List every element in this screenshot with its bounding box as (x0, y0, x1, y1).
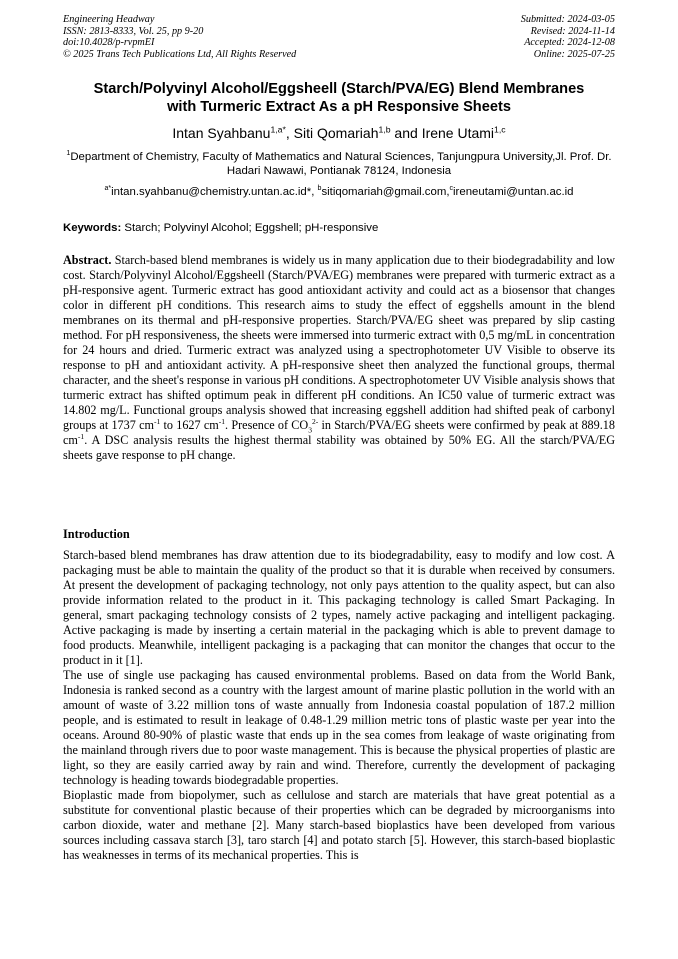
author-separator: , (285, 125, 294, 141)
submitted-date: Submitted: 2024-03-05 (520, 14, 615, 25)
abstract (63, 253, 615, 463)
abstract-text: . A DSC analysis results the highest thermal stability was obtained by 50% EG. All the starch/PVA/EG sheets gave response to pH change. (63, 433, 615, 463)
journal-name: Engineering Headway (63, 14, 155, 25)
author-1: Intan Syahbanu (172, 125, 271, 141)
paragraph: The use of single use packaging has caused environmental problems. Based on data from the World Bank, Indonesia is ranked second as a country with the largest amount of marine plastic pollution in the world with an amount of waste of 3.22 million tons of waste annually from Indonesia coastal population of 187.2 million people, and is estimated to result in leakage of 0.48-1.29 million metric tons of plastic waste per year into the oceans. Around 80-90% of plastic waste that ends up in the sea comes from leakage of waste originating from the mainland through rivers due to poor waste management. This is because the physical properties of plastic are light, so they are easily carried away by rain and wind. Therefore, currently the development of packaging technology is heading towards biodegradable properties. (63, 668, 615, 788)
keywords-text: Starch; Polyvinyl Alcohol; Eggshell; pH-responsive (121, 222, 379, 234)
author-emails (30, 185, 648, 199)
abstract-text: to 1627 cm (160, 418, 219, 433)
abstract-label: Abstract. (63, 253, 112, 267)
email-b-marker: b (317, 185, 322, 193)
affiliation (60, 150, 618, 178)
abstract-text: in Starch/PVA/EG sheets were confirmed by peak at 889.18 cm (63, 418, 615, 448)
abstract-sup: -1 (77, 432, 85, 442)
email-c[interactable]: ireneutami@untan.ac.id (453, 186, 574, 198)
email-b[interactable]: sitiqomariah@gmail.com, (321, 186, 450, 198)
accepted-date: Accepted: 2024-12-08 (524, 37, 615, 48)
paragraph: Starch-based blend membranes has draw attention due to its biodegradability, easy to modify and low cost. A packaging must be able to maintain the quality of the product so that it is durable when received by consumers. At present the development of packaging technology, not only pays attention to the quality aspect, but can also provide information related to the product in it. This packaging technology is called Smart Packaging. In general, smart packaging technology consists of 2 types, namely active packaging and intelligent packaging. Active packaging is made by inserting a certain material in the packaging which is able to prevent damage to food products. Meanwhile, intelligent packaging is a packaging that can monitor the changes that occur to the product in it [1]. (63, 548, 615, 668)
author-separator: and (390, 125, 422, 141)
abstract-sup: -1 (218, 417, 226, 427)
author-2-affil: 1,b (378, 124, 391, 135)
issn: ISSN: 2813-8333, Vol. 25, pp 9-20 (63, 25, 204, 37)
email-c-marker: c (449, 185, 454, 193)
affiliation-marker: 1 (66, 150, 71, 158)
abstract-text: . Presence of CO (225, 418, 309, 433)
doi: doi:10.4028/p-rvpmEI (63, 37, 155, 48)
email-a[interactable]: intan.syahbanu@chemistry.untan.ac.id*, (111, 186, 318, 198)
author-3: Irene Utami (421, 125, 495, 141)
revised-date: Revised: 2024-11-14 (530, 25, 615, 37)
keywords-label: Keywords: (63, 222, 122, 234)
copyright: © 2025 Trans Tech Publications Ltd, All Rights Reserved (63, 48, 297, 60)
title-line-1: Starch/Polyvinyl Alcohol/Eggsheell (Starch/PVA/EG) Blend Membranes (93, 81, 585, 97)
abstract-sup: -1 (153, 417, 161, 427)
abstract-text: Starch-based blend membranes is widely us in many application due to their biodegradability and low cost. Starch/Polyvinyl Alcohol/Eggsheell (Starch/PVA/EG) membranes were prepared with turmeric extract as a pH-responsive agent. Turmeric extract has good antioxidant activity and could act as a biosensor that changes color in different pH conditions. This research aims to study the effect of eggshells amount in the blend membranes on its thermal and pH-responsive properties. Starch/PVA/EG sheet was prepared by slip casting method. For pH responsiveness, the sheets were immersed into turmeric extract with 0,5 mg/mL in concentration for 24 hours and dried. Turmeric extract was analyzed using a spectrophotometer UV Visible to observe its response to pH and antioxidant activity. A pH-responsive sheet then analyzed the functional groups, thermal character, and the sheet's response in various pH conditions. A spectrophotometer UV Visible analysis shows that turmeric extract has shifted optimum peak in different pH conditions. An IC50 value of turmeric extract was 14.802 mg/L. Functional groups analysis showed that increasing eggshell addition had shifted peak of carbonyl groups at 1737 cm (63, 253, 615, 433)
publication-dates (521, 14, 615, 60)
journal-info (63, 14, 296, 60)
email-a-marker: a* (104, 185, 112, 193)
affiliation-text: Department of Chemistry, Faculty of Mathematics and Natural Sciences, Tanjungpura University,Jl. Prof. Dr. Hadari Nawawi, Pontianak 78124, Indonesia (70, 151, 612, 177)
abstract-sub: 3 (308, 425, 312, 435)
author-list (40, 124, 638, 142)
author-3-affil: 1,c (494, 124, 506, 135)
keywords (63, 221, 615, 235)
author-1-affil: 1,a* (270, 124, 286, 135)
introduction-body (63, 548, 615, 863)
author-2: Siti Qomariah (293, 125, 379, 141)
paragraph: Bioplastic made from biopolymer, such as cellulose and starch are materials that have great potential as a substitute for conventional plastic because of their properties which can be degraded by microorganisms into carbon dioxide, water and methane [2]. Many starch-based bioplastics have been developed from various sources including cassava starch [3], taro starch [4] and potato starch [5]. However, this starch-based bioplastic has weaknesses in terms of its mechanical properties. This is (63, 788, 615, 863)
online-date: Online: 2025-07-25 (533, 48, 615, 60)
title-line-2: with Turmeric Extract As a pH Responsive Sheets (167, 99, 511, 115)
paper-title (40, 80, 638, 116)
abstract-sup: 2- (312, 417, 319, 427)
introduction-heading: Introduction (63, 527, 130, 541)
